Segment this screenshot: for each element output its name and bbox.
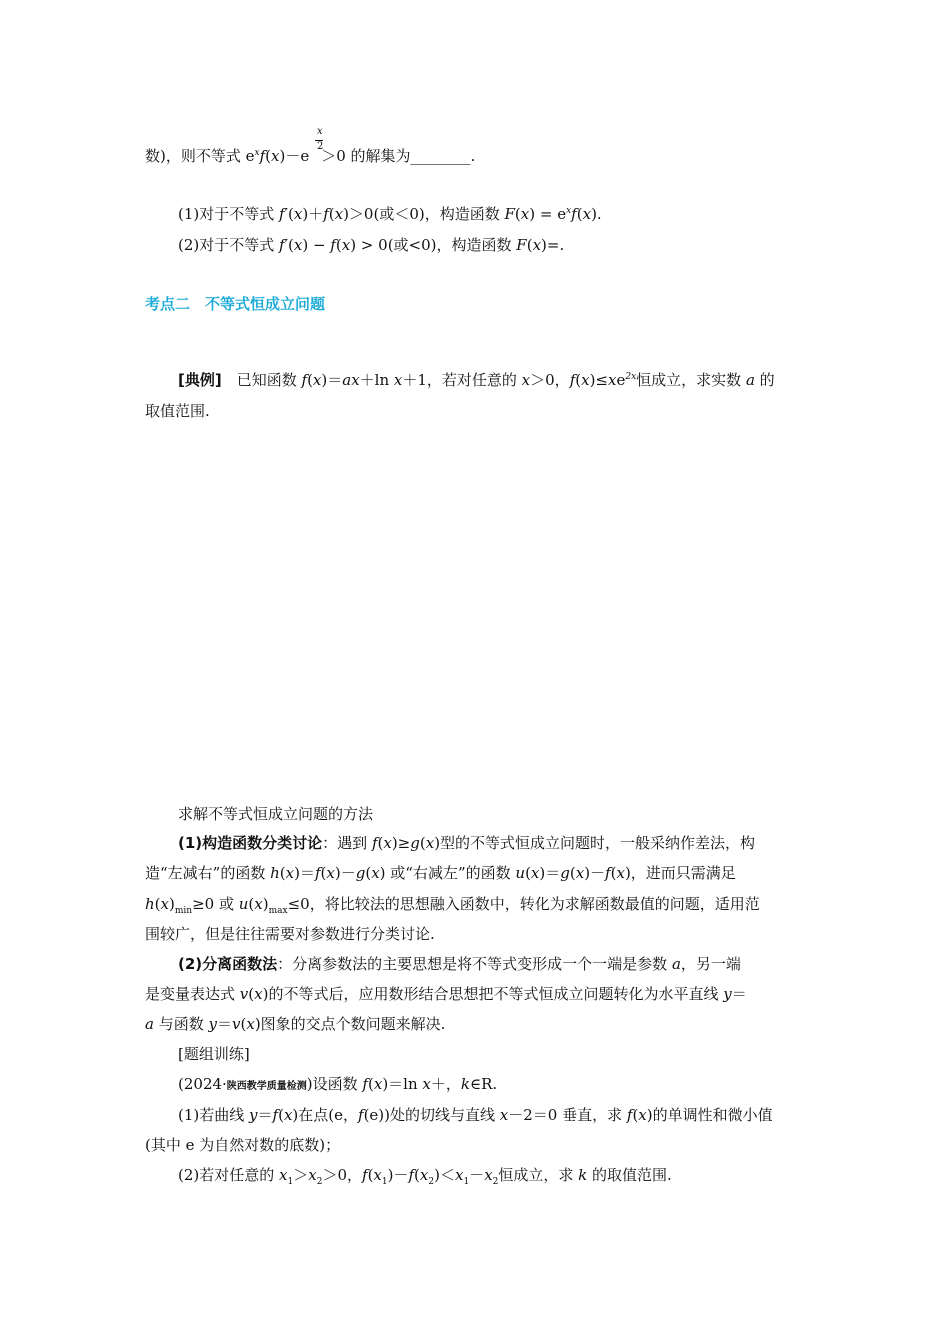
tip-2: (2)对于不等式 f′(x) − f(x) > 0(或<0)，构造函数 F(x)=. [178, 236, 565, 254]
fraction-exponent [309, 151, 321, 161]
tip-1: (1)对于不等式 f′(x)＋f(x)＞0(或＜0)，构造函数 $F(x) = e^xf(x)$. [178, 205, 602, 223]
method-line-4: 围较广，但是往往需要对参数进行分类讨论. [145, 925, 435, 943]
method-line-2: 造“左减右”的函数 h(x)＝f(x)－g(x) 或“右减左”的函数 u(x)＝g(x)－f(x)，进而只需满足 [145, 864, 736, 882]
intro-line: 数)，则不等式 $e^xf(x)-e >0$ 的解集为________. [145, 147, 476, 165]
question-1: (1)若曲线 y＝f(x)在点(e，f(e))处的切线与直线 x－2＝0 垂直，求 f(x)的单调性和微小值 [178, 1106, 773, 1124]
method-line-6: 是变量表达式 v(x)的不等式后，应用数形结合思想把不等式恒成立问题转化为水平直线 y＝ [145, 985, 747, 1003]
example-line-2: 取值范围. [145, 402, 210, 420]
fraction-numerator: x [317, 126, 323, 137]
method-line-7: a 与函数 y＝v(x)图象的交点个数问题来解决. [145, 1015, 446, 1033]
question-2: (2)若对任意的 $x_1>x_2>0$，$f(x_1)-f(x_2)<x_1-x_2$恒成立，求 k 的取值范围. [178, 1166, 672, 1187]
section-title: 考点二 不等式恒成立问题 [145, 295, 326, 313]
method-line-1: (1)构造函数分类讨论：遇到 f(x)≥g(x)型的不等式恒成立问题时，一般采纳作差法，构 [178, 834, 756, 852]
example-line-1: [典例] 已知函数 f(x)＝ax＋ln x＋1，若对任意的 x＞0，$f(x)\le xe^{2x}$恒成立，求实数 a 的 [178, 371, 775, 389]
practice-problem: (2024·陕西教学质量检测)设函数 f(x)＝ln x＋，k∈R. [178, 1075, 498, 1093]
method-heading: 求解不等式恒成立问题的方法 [178, 805, 374, 823]
question-1-line-2: (其中 e 为自然对数的底数)； [145, 1136, 341, 1154]
method-line-3: $h(x)_{min}\ge 0$ 或 $u(x)_{max}\le 0$，将比较法的思想融入函数中，转化为求解函数最值的问题，适用范 [145, 895, 760, 916]
example-label: [典例] [178, 371, 222, 389]
practice-heading: [题组训练] [178, 1045, 250, 1063]
fraction-denominator: 2 [317, 141, 324, 152]
problem-source: 陕西教学质量检测 [226, 1081, 307, 1092]
method-line-5: (2)分离函数法：分离参数法的主要思想是将不等式变形成一个一端是参数 a，另一端 [178, 955, 741, 973]
